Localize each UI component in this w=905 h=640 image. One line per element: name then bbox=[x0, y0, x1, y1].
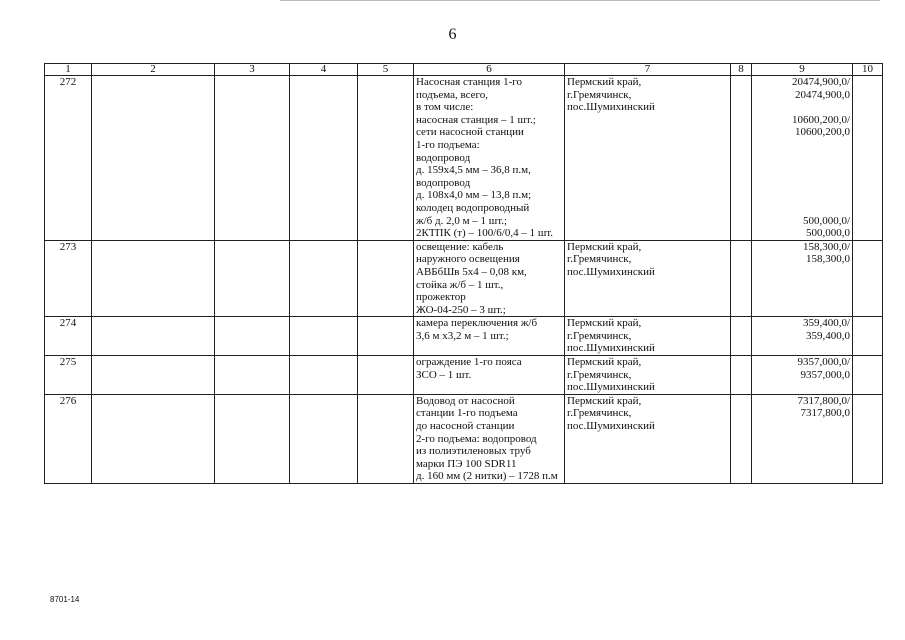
cell-line: в том числе: bbox=[416, 101, 474, 114]
empty-cell bbox=[853, 394, 883, 483]
cell-line: колодец водопроводный bbox=[416, 201, 530, 214]
empty-cell bbox=[853, 240, 883, 317]
location-cell bbox=[565, 240, 731, 317]
empty-cell bbox=[290, 317, 358, 356]
description-cell bbox=[414, 240, 565, 317]
location-cell bbox=[565, 356, 731, 395]
top-rule bbox=[280, 0, 880, 1]
cell-line: г.Гремячинск, bbox=[567, 368, 632, 381]
cell-line: марки ПЭ 100 SDR11 bbox=[416, 457, 517, 470]
cell-line: д. 108х4,0 мм – 13,8 п.м; bbox=[416, 189, 532, 202]
cell-line: Насосная станция 1-го bbox=[416, 76, 523, 88]
row-number-cell: 273 bbox=[45, 240, 92, 317]
column-header: 10 bbox=[853, 64, 883, 76]
cell-line: ж/б д. 2,0 м – 1 шт.; bbox=[416, 214, 508, 227]
cell-line: Пермский край, bbox=[567, 76, 642, 88]
empty-cell bbox=[92, 356, 215, 395]
cell-line bbox=[754, 202, 850, 215]
cell-line: пос.Шумихинский bbox=[567, 420, 655, 433]
cell-line: прожектор bbox=[416, 291, 466, 304]
column-header: 9 bbox=[752, 64, 853, 76]
row-number-cell: 275 bbox=[45, 356, 92, 395]
cell-line: камера переключения ж/б bbox=[416, 317, 538, 330]
empty-cell bbox=[92, 240, 215, 317]
cell-line: Пермский край, bbox=[567, 240, 642, 253]
cell-line: 20474,900,0/ bbox=[791, 76, 850, 88]
cell-line: 2КТПК (т) – 100/6/0,4 – 1 шт. bbox=[416, 227, 554, 240]
row-number-cell: 274 bbox=[45, 317, 92, 356]
table-row bbox=[45, 240, 883, 317]
cell-line: 359,400,0 bbox=[806, 329, 850, 342]
column-header: 3 bbox=[215, 64, 290, 76]
cell-line: насосная станция – 1 шт.; bbox=[416, 113, 536, 126]
empty-cell bbox=[731, 317, 752, 356]
cell-line: освещение: кабель bbox=[416, 240, 504, 253]
cell-line: Пермский край, bbox=[567, 394, 642, 407]
cell-line: ограждение 1-го пояса bbox=[416, 356, 522, 369]
page-number: 6 bbox=[448, 26, 457, 43]
column-header: 6 bbox=[414, 64, 565, 76]
empty-cell bbox=[731, 394, 752, 483]
cell-line bbox=[754, 189, 850, 202]
description-cell bbox=[414, 394, 565, 483]
cell-line: 1-го подъема: bbox=[416, 138, 480, 151]
empty-cell bbox=[215, 76, 290, 241]
value-cell bbox=[752, 76, 853, 241]
table-row bbox=[45, 394, 883, 483]
cell-line: Водовод от насосной bbox=[416, 394, 515, 407]
row-number-cell: 276 bbox=[45, 394, 92, 483]
cell-line: АВБбШв 5х4 – 0,08 км, bbox=[416, 265, 527, 278]
empty-cell bbox=[290, 76, 358, 241]
table-row bbox=[45, 76, 883, 241]
cell-line: 9357,000,0 bbox=[800, 368, 850, 381]
value-cell bbox=[752, 394, 853, 483]
empty-cell bbox=[92, 76, 215, 241]
cell-line bbox=[754, 177, 850, 190]
cell-line: 359,400,0/ bbox=[802, 317, 850, 330]
location-cell bbox=[565, 317, 731, 356]
cell-line: наружного освещения bbox=[416, 253, 520, 266]
cell-line: подъема, всего, bbox=[416, 88, 489, 101]
description-cell bbox=[414, 76, 565, 241]
empty-cell bbox=[215, 394, 290, 483]
empty-cell bbox=[358, 76, 414, 241]
table-body bbox=[45, 76, 883, 484]
cell-line: г.Гремячинск, bbox=[567, 88, 632, 101]
empty-cell bbox=[92, 317, 215, 356]
cell-line: пос.Шумихинский bbox=[567, 101, 655, 114]
empty-cell bbox=[290, 394, 358, 483]
empty-cell bbox=[290, 240, 358, 317]
cell-line bbox=[754, 139, 850, 152]
cell-line: 500,000,0/ bbox=[802, 214, 850, 227]
cell-line: 10600,200,0 bbox=[795, 126, 850, 139]
location-cell bbox=[565, 394, 731, 483]
empty-cell bbox=[358, 394, 414, 483]
cell-line: до насосной станции bbox=[416, 420, 515, 433]
cell-line: г.Гремячинск, bbox=[567, 253, 632, 266]
cell-line: из полиэтиленовых труб bbox=[416, 445, 531, 458]
column-header: 7 bbox=[565, 64, 731, 76]
cell-line: г.Гремячинск, bbox=[567, 329, 632, 342]
cell-line: 10600,200,0/ bbox=[791, 113, 850, 126]
description-cell bbox=[414, 317, 565, 356]
cell-line: ЗСО – 1 шт. bbox=[416, 368, 472, 381]
cell-line bbox=[754, 164, 850, 177]
cell-line: д. 160 мм (2 нитки) – 1728 п.м bbox=[416, 470, 558, 483]
cell-line: пос.Шумихинский bbox=[567, 381, 655, 394]
cell-line: Пермский край, bbox=[567, 356, 642, 369]
empty-cell bbox=[731, 76, 752, 241]
column-header: 2 bbox=[92, 64, 215, 76]
cell-line: Пермский край, bbox=[567, 317, 642, 330]
cell-line: водопровод bbox=[416, 176, 471, 189]
empty-cell bbox=[92, 394, 215, 483]
value-cell bbox=[752, 317, 853, 356]
cell-line: станции 1-го подъема bbox=[416, 407, 518, 420]
cell-line: 158,300,0/ bbox=[802, 240, 850, 253]
location-cell bbox=[565, 76, 731, 241]
cell-line: пос.Шумихинский bbox=[567, 265, 655, 278]
value-cell bbox=[752, 240, 853, 317]
cell-line: 3,6 м х3,2 м – 1 шт.; bbox=[416, 329, 509, 342]
cell-line: 9357,000,0/ bbox=[797, 356, 850, 369]
cell-line: 158,300,0 bbox=[806, 253, 850, 266]
cell-line: сети насосной станции bbox=[416, 126, 524, 139]
empty-cell bbox=[853, 76, 883, 241]
column-header: 4 bbox=[290, 64, 358, 76]
cell-line: 7317,800,0 bbox=[800, 407, 850, 420]
cell-line: 2-го подъема: водопровод bbox=[416, 432, 537, 445]
column-number-row bbox=[45, 64, 883, 76]
cell-line bbox=[754, 152, 850, 165]
empty-cell bbox=[215, 240, 290, 317]
row-number-cell: 272 bbox=[45, 76, 92, 241]
cell-line: пос.Шумихинский bbox=[567, 342, 655, 355]
empty-cell bbox=[853, 317, 883, 356]
empty-cell bbox=[358, 240, 414, 317]
empty-cell bbox=[853, 356, 883, 395]
empty-cell bbox=[731, 356, 752, 395]
column-header: 8 bbox=[731, 64, 752, 76]
cell-line: 20474,900,0 bbox=[795, 88, 850, 101]
registry-table bbox=[44, 63, 883, 484]
empty-cell bbox=[215, 356, 290, 395]
empty-cell bbox=[358, 317, 414, 356]
table-row bbox=[45, 317, 883, 356]
empty-cell bbox=[731, 240, 752, 317]
description-cell bbox=[414, 356, 565, 395]
empty-cell bbox=[358, 356, 414, 395]
cell-line: стойка ж/б – 1 шт., bbox=[416, 278, 504, 291]
empty-cell bbox=[215, 317, 290, 356]
cell-line: г.Гремячинск, bbox=[567, 407, 632, 420]
column-header: 1 bbox=[45, 64, 92, 76]
cell-line bbox=[754, 101, 850, 114]
table-row bbox=[45, 356, 883, 395]
footer-code: 8701-14 bbox=[50, 595, 80, 604]
cell-line: 7317,800,0/ bbox=[797, 394, 850, 407]
value-cell bbox=[752, 356, 853, 395]
cell-line: водопровод bbox=[416, 151, 471, 164]
column-header: 5 bbox=[358, 64, 414, 76]
cell-line: 500,000,0 bbox=[806, 227, 850, 240]
cell-line: д. 159х4,5 мм – 36,8 п.м, bbox=[416, 164, 531, 177]
cell-line: ЖО-04-250 – 3 шт.; bbox=[416, 303, 506, 316]
empty-cell bbox=[290, 356, 358, 395]
